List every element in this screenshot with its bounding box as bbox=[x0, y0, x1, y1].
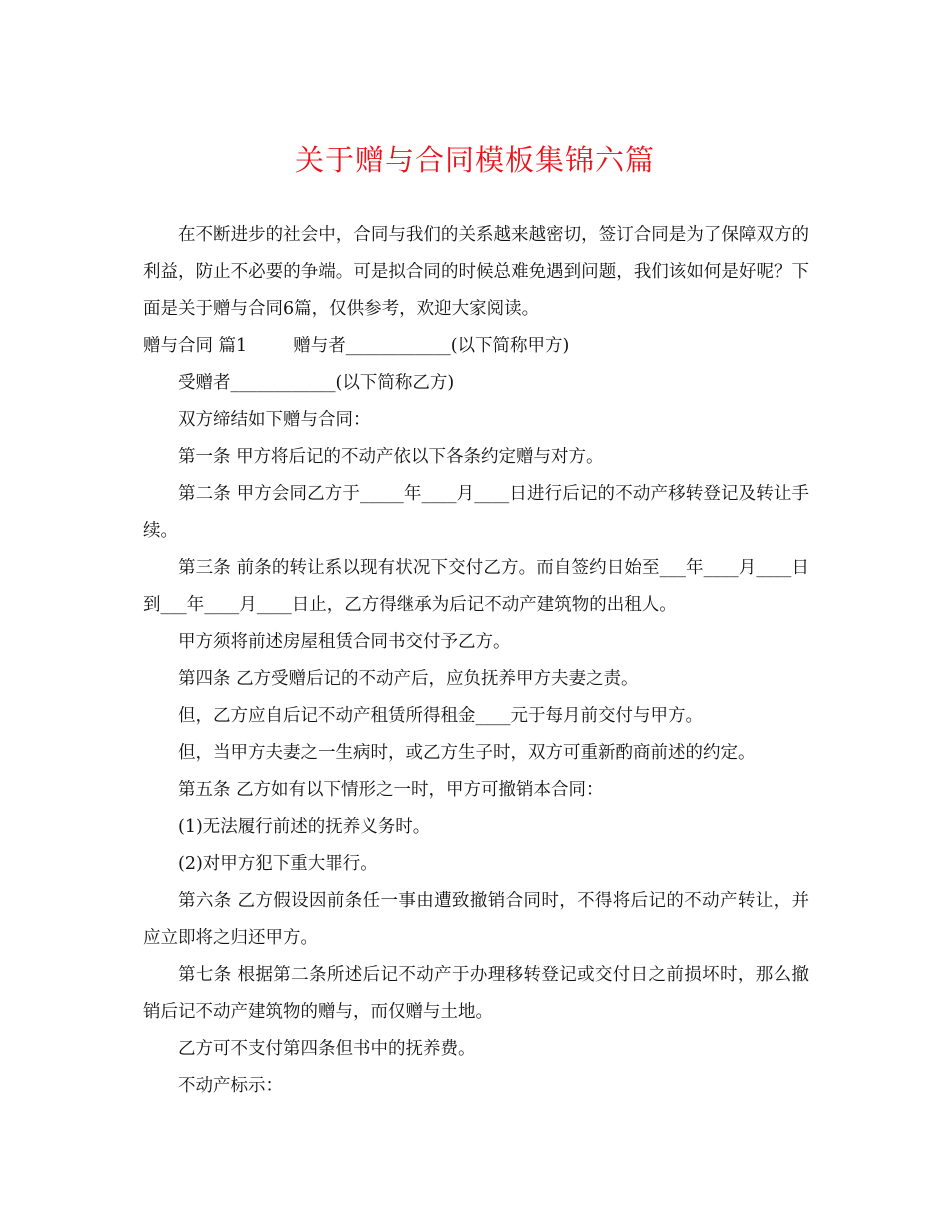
article-6: 第六条 乙方假设因前条任一事由遭致撤销合同时，不得将后记的不动产转让，并应立即将之归还甲方。 bbox=[143, 891, 809, 948]
article-7: 第七条 根据第二条所述后记不动产于办理移转登记或交付日之前损坏时，那么撤销后记不动产建筑物的赠与，而仅赠与土地。 bbox=[143, 965, 809, 1022]
rent-paragraph: 但，乙方应自后记不动产租赁所得租金____元于每月前交付与甲方。 bbox=[178, 706, 703, 726]
document-title: 关于赠与合同模板集锦六篇 bbox=[294, 143, 655, 177]
list-item-1: (1)无法履行前述的抚养义务时。 bbox=[178, 817, 431, 837]
intro-paragraph: 在不断进步的社会中，合同与我们的关系越来越密切，签订合同是为了保障双方的利益，防止不必要的争端。可是拟合同的时候总难免遇到问题，我们该如何是好呢？下面是关于赠与合同6篇，仅供参考，欢迎大家阅读。 bbox=[143, 225, 809, 319]
article-2: 第二条 甲方会同乙方于_____年____月____日进行后记的不动产移转登记及转让手续。 bbox=[143, 484, 809, 541]
list-item-2: (2)对甲方犯下重大罪行。 bbox=[178, 854, 378, 874]
section-heading-line bbox=[143, 328, 809, 365]
donee-line: 受赠者____________(以下简称乙方) bbox=[178, 373, 455, 393]
property-label: 不动产标示： bbox=[178, 1076, 283, 1096]
agreement-paragraph: 双方缔结如下赠与合同： bbox=[178, 410, 371, 430]
lease-paragraph: 甲方须将前述房屋租赁合同书交付予乙方。 bbox=[178, 632, 511, 652]
article-4: 第四条 乙方受赠后记的不动产后，应负抚养甲方夫妻之责。 bbox=[178, 669, 639, 689]
article-1: 第一条 甲方将后记的不动产依以下各条约定赠与对方。 bbox=[178, 447, 604, 467]
article-5: 第五条 乙方如有以下情形之一时，甲方可撤销本合同： bbox=[178, 780, 604, 800]
illness-paragraph: 但，当甲方夫妻之一生病时，或乙方生子时，双方可重新酌商前述的约定。 bbox=[178, 743, 756, 763]
donor-line: 赠与者____________(以下简称甲方) bbox=[293, 336, 570, 356]
section-heading: 赠与合同 篇1 bbox=[143, 336, 248, 356]
document-body bbox=[143, 217, 809, 1105]
support-paragraph: 乙方可不支付第四条但书中的抚养费。 bbox=[178, 1039, 476, 1059]
article-3: 第三条 前条的转让系以现有状况下交付乙方。而自签约日始至___年____月____日到___年____月____日止，乙方得继承为后记不动产建筑物的出租人。 bbox=[143, 558, 809, 615]
